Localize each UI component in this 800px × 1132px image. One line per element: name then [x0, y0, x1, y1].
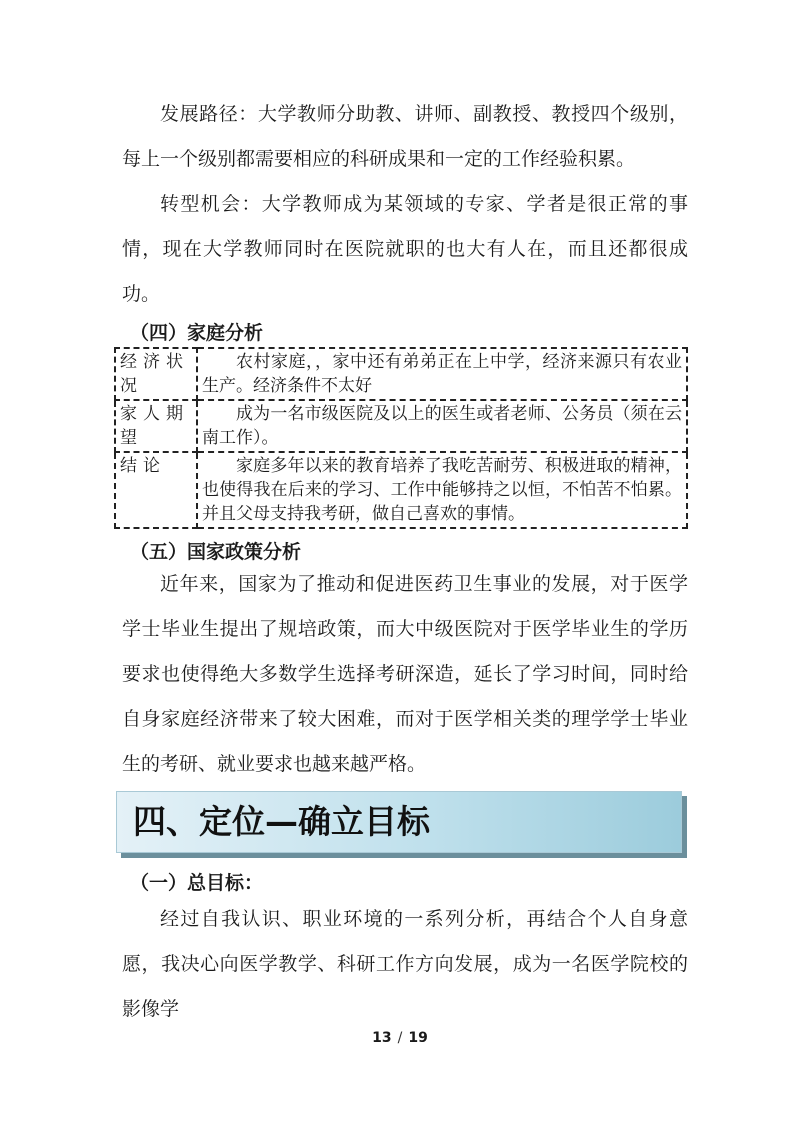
- policy-analysis-paragraph: 近年来，国家为了推动和促进医药卫生事业的发展，对于医学学士毕业生提出了规培政策，而大中级医院对于医学毕业生的学历要求也使得绝大多数学生选择考研深造，延长了学习时间，同时给自身家庭经济带来了较大困难，而对于医学相关类的理学学士毕业生的考研、就业要求也越来越严格。: [122, 573, 688, 775]
- overall-goal-heading: （一）总目标：: [130, 872, 264, 894]
- table-row: [115, 452, 687, 528]
- chapter-banner: [116, 791, 682, 853]
- table-row: [115, 348, 687, 400]
- conclusion-value: 家庭多年以来的教育培养了我吃苦耐劳、积极进取的精神，也使得我在后来的学习、工作中能够持之以恒，不怕苦不怕累。并且父母支持我考研，做自己喜欢的事情。: [197, 452, 687, 528]
- current-page: 13: [372, 1030, 392, 1046]
- economic-status-label: 经济状况: [115, 348, 197, 400]
- chapter-title: 四、定位—确立目标: [133, 802, 430, 841]
- overall-goal-paragraph: 经过自我认识、职业环境的一系列分析，再结合个人自身意愿，我决心向医学教学、科研工作方向发展，成为一名医学院校的影像学: [122, 908, 688, 1020]
- development-path-paragraph: 发展路径：大学教师分助教、讲师、副教授、教授四个级别，每上一个级别都需要相应的科研成果和一定的工作经验积累。: [122, 103, 688, 170]
- family-expectation-value: 成为一名市级医院及以上的医生或者老师、公务员（须在云南工作）。: [197, 400, 687, 452]
- family-expectation-label: 家人期望: [115, 400, 197, 452]
- policy-analysis-heading: （五）国家政策分析: [130, 541, 302, 563]
- total-pages: 19: [408, 1030, 428, 1046]
- table-row: [115, 400, 687, 452]
- transition-opportunity-paragraph: 转型机会：大学教师成为某领域的专家、学者是很正常的事情，现在大学教师同时在医院就职的也大有人在，而且还都很成功。: [122, 193, 688, 305]
- page-separator: /: [397, 1030, 403, 1046]
- economic-status-value: 农村家庭，，家中还有弟弟正在上中学，经济来源只有农业生产。经济条件不太好: [197, 348, 687, 400]
- conclusion-label: 结论: [115, 452, 197, 528]
- family-analysis-heading: （四）家庭分析: [130, 322, 264, 344]
- page-number: [0, 1030, 800, 1046]
- family-analysis-table: [114, 347, 688, 529]
